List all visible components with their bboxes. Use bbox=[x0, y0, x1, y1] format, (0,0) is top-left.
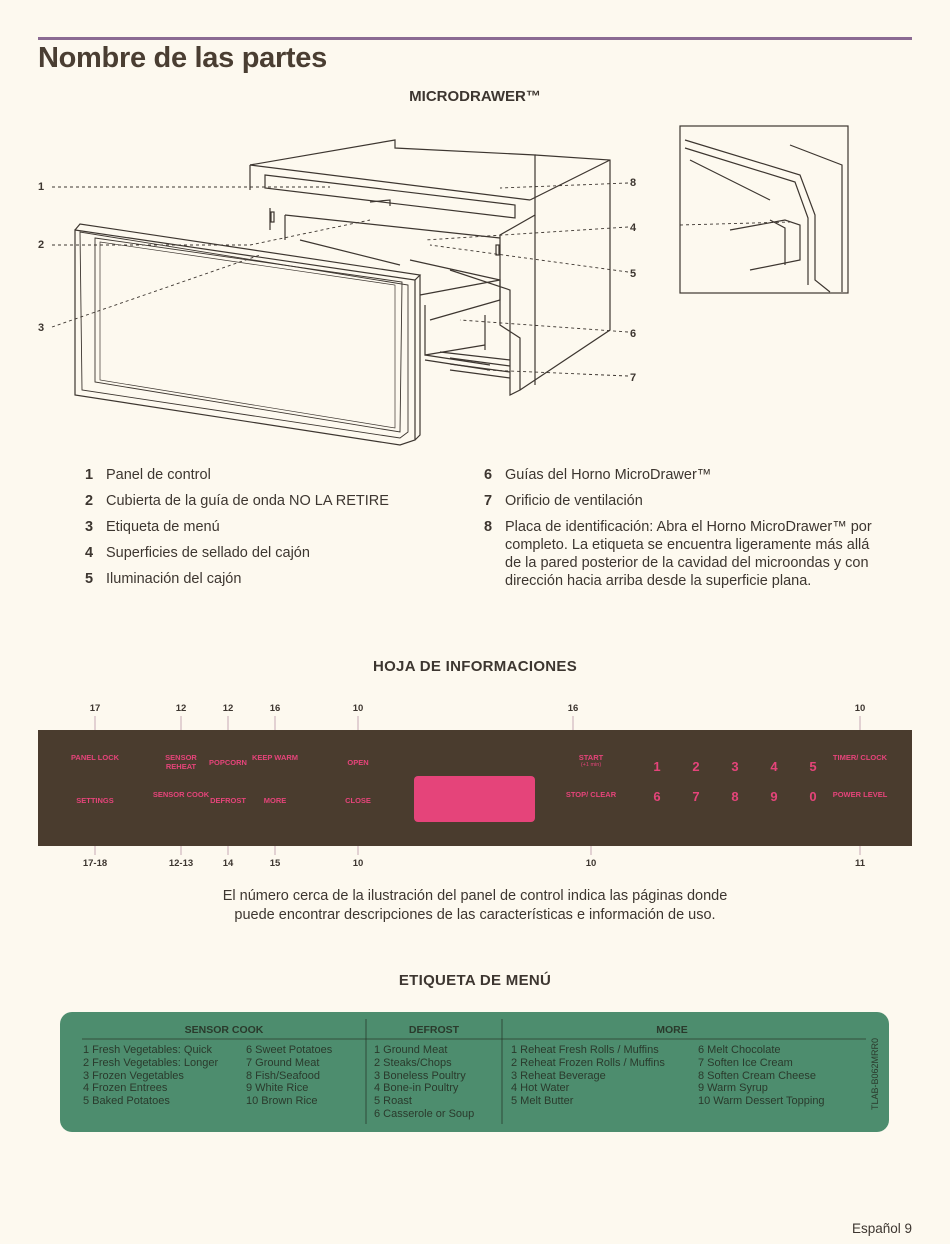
start-button[interactable] bbox=[561, 753, 621, 769]
diagram-title: MICRODRAWER™ bbox=[409, 88, 541, 105]
panel-ref-number: 16 bbox=[567, 703, 579, 714]
callout-5: 5 bbox=[630, 268, 637, 280]
panel-ref-number: 10 bbox=[352, 703, 364, 714]
panel-ref-number: 12-13 bbox=[168, 858, 194, 869]
close-button[interactable]: CLOSE bbox=[345, 796, 371, 805]
sensor-cook-title: SENSOR COOK bbox=[184, 1024, 264, 1036]
callout-1: 1 bbox=[38, 181, 45, 193]
list-item: 1 Reheat Fresh Rolls / Muffins bbox=[511, 1044, 659, 1056]
digit-1-button[interactable]: 1 bbox=[653, 759, 661, 774]
digit-6-button[interactable]: 6 bbox=[653, 789, 661, 804]
list-item: 8 Fish/Seafood bbox=[246, 1069, 320, 1082]
list-item: 5 Roast bbox=[374, 1095, 412, 1108]
settings-button[interactable]: SETTINGS bbox=[76, 796, 114, 805]
panel-note-line: El número cerca de la ilustración del panel de control indica las páginas donde bbox=[222, 888, 728, 904]
panel-ref-number: 15 bbox=[269, 858, 281, 869]
panel-note-line: puede encontrar descripciones de las características e información de uso. bbox=[234, 907, 716, 923]
panel-ref-number: 10 bbox=[585, 858, 597, 869]
callout-8: 8 bbox=[630, 177, 637, 189]
list-item: 7 Soften Ice Cream bbox=[698, 1056, 793, 1069]
list-item: 5 Baked Potatoes bbox=[83, 1095, 170, 1108]
sensor-reheat-button[interactable]: SENSOR REHEAT bbox=[165, 753, 197, 771]
callout-3: 3 bbox=[38, 322, 45, 334]
digit-3-button[interactable]: 3 bbox=[731, 759, 739, 774]
panel-ref-number: 16 bbox=[269, 703, 281, 714]
digit-9-button[interactable]: 9 bbox=[770, 789, 778, 804]
power-level-button[interactable]: POWER LEVEL bbox=[832, 790, 888, 799]
defrost-list bbox=[374, 1044, 474, 1121]
more-list-a bbox=[511, 1044, 665, 1108]
more-button[interactable]: MORE bbox=[263, 796, 287, 805]
digit-8-button[interactable]: 8 bbox=[731, 789, 739, 804]
list-item: 9 White Rice bbox=[246, 1082, 309, 1095]
panel-ref-number: 10 bbox=[854, 703, 866, 714]
stop-clear-button[interactable]: STOP/ CLEAR bbox=[565, 790, 617, 799]
start-sublabel: (+1 min) bbox=[580, 762, 602, 768]
timer-clock-button[interactable]: TIMER/ CLOCK bbox=[832, 753, 888, 762]
callout-4: 4 bbox=[630, 222, 637, 234]
panel-display bbox=[414, 776, 535, 822]
list-item: 2 Reheat Frozen Rolls / Muffins bbox=[511, 1056, 665, 1069]
menu-label-card bbox=[60, 1012, 889, 1132]
more-list-b bbox=[698, 1044, 825, 1108]
list-item: 8 Soften Cream Cheese bbox=[698, 1069, 817, 1082]
defrost-button[interactable]: DEFROST bbox=[210, 796, 246, 805]
digit-7-button[interactable]: 7 bbox=[692, 789, 700, 804]
parts-list-left: 1 Panel de control 2 Cubierta de la guía de onda NO LA RETIRE 3 Etiqueta de menú 4 Superficies de sellado del cajón 5 Iluminación del cajón bbox=[85, 467, 389, 587]
list-item: 1 Fresh Vegetables: Quick bbox=[83, 1044, 213, 1056]
parts-list-right: 6 Guías del Horno MicroDrawer™ 7 Orificio de ventilación 8 Placa de identificación: Abra el Horno MicroDrawer™ por completo. La etiqueta se encuentra ligeramente más allá de la pared posterior de la cavidad del microondas y con dirección hacia arriba desde la superficie plana. bbox=[484, 467, 872, 589]
more-title: MORE bbox=[656, 1024, 688, 1036]
panel-ref-number: 11 bbox=[854, 858, 866, 869]
callout-7: 7 bbox=[630, 372, 637, 384]
callout-6: 6 bbox=[630, 328, 637, 340]
list-item: 3 Reheat Beverage bbox=[511, 1069, 606, 1082]
list-item: 2 Steaks/Chops bbox=[374, 1056, 452, 1069]
list-item: 10 Brown Rice bbox=[246, 1095, 318, 1108]
digit-4-button[interactable]: 4 bbox=[770, 759, 778, 774]
page-footer: Español 9 bbox=[851, 1221, 912, 1236]
list-item: 5 Melt Butter bbox=[511, 1095, 574, 1108]
list-item: 9 Warm Syrup bbox=[698, 1082, 768, 1095]
menu-heading: ETIQUETA DE MENÚ bbox=[398, 972, 552, 989]
panel-ref-number: 12 bbox=[222, 703, 234, 714]
list-item: 1 Ground Meat bbox=[374, 1044, 448, 1056]
panel-ref-number: 12 bbox=[175, 703, 187, 714]
panel-ref-number: 10 bbox=[352, 858, 364, 869]
info-heading: HOJA DE INFORMACIONES bbox=[372, 658, 578, 675]
open-button[interactable]: OPEN bbox=[347, 758, 369, 767]
digit-0-button[interactable]: 0 bbox=[809, 789, 817, 804]
list-item: 3 Frozen Vegetables bbox=[83, 1069, 184, 1082]
page-title: Nombre de las partes bbox=[38, 42, 327, 74]
panel-lock-button[interactable]: PANEL LOCK bbox=[70, 753, 120, 762]
sensor-cook-button[interactable]: SENSOR COOK bbox=[152, 790, 210, 799]
defrost-title: DEFROST bbox=[408, 1024, 460, 1036]
list-item: 3 Boneless Poultry bbox=[374, 1069, 466, 1082]
panel-ref-number: 14 bbox=[222, 858, 234, 869]
list-item: 7 Ground Meat bbox=[246, 1056, 320, 1069]
list-item: 4 Hot Water bbox=[511, 1082, 570, 1095]
list-item: 6 Melt Chocolate bbox=[698, 1044, 781, 1056]
list-item: 10 Warm Dessert Topping bbox=[698, 1095, 825, 1108]
keep-warm-button[interactable]: KEEP WARM bbox=[251, 753, 299, 762]
list-item: 4 Frozen Entrees bbox=[83, 1082, 168, 1095]
digit-2-button[interactable]: 2 bbox=[692, 759, 700, 774]
list-item: 6 Sweet Potatoes bbox=[246, 1044, 333, 1056]
panel-ref-number: 17-18 bbox=[82, 858, 108, 869]
sensor-cook-list-a bbox=[83, 1044, 218, 1108]
menu-label-code: TLAB-B062MRR0 bbox=[870, 1037, 880, 1111]
digit-5-button[interactable]: 5 bbox=[809, 759, 817, 774]
popcorn-button[interactable]: POPCORN bbox=[209, 758, 247, 767]
list-item: 4 Bone-in Poultry bbox=[374, 1082, 459, 1095]
sensor-cook-list-b bbox=[246, 1044, 332, 1108]
panel-ref-number: 17 bbox=[89, 703, 101, 714]
callout-2: 2 bbox=[38, 239, 45, 251]
list-item: 6 Casserole or Soup bbox=[374, 1107, 475, 1120]
start-label: START bbox=[578, 753, 604, 762]
panel-note bbox=[0, 887, 950, 925]
list-item: 2 Fresh Vegetables: Longer bbox=[83, 1056, 219, 1069]
